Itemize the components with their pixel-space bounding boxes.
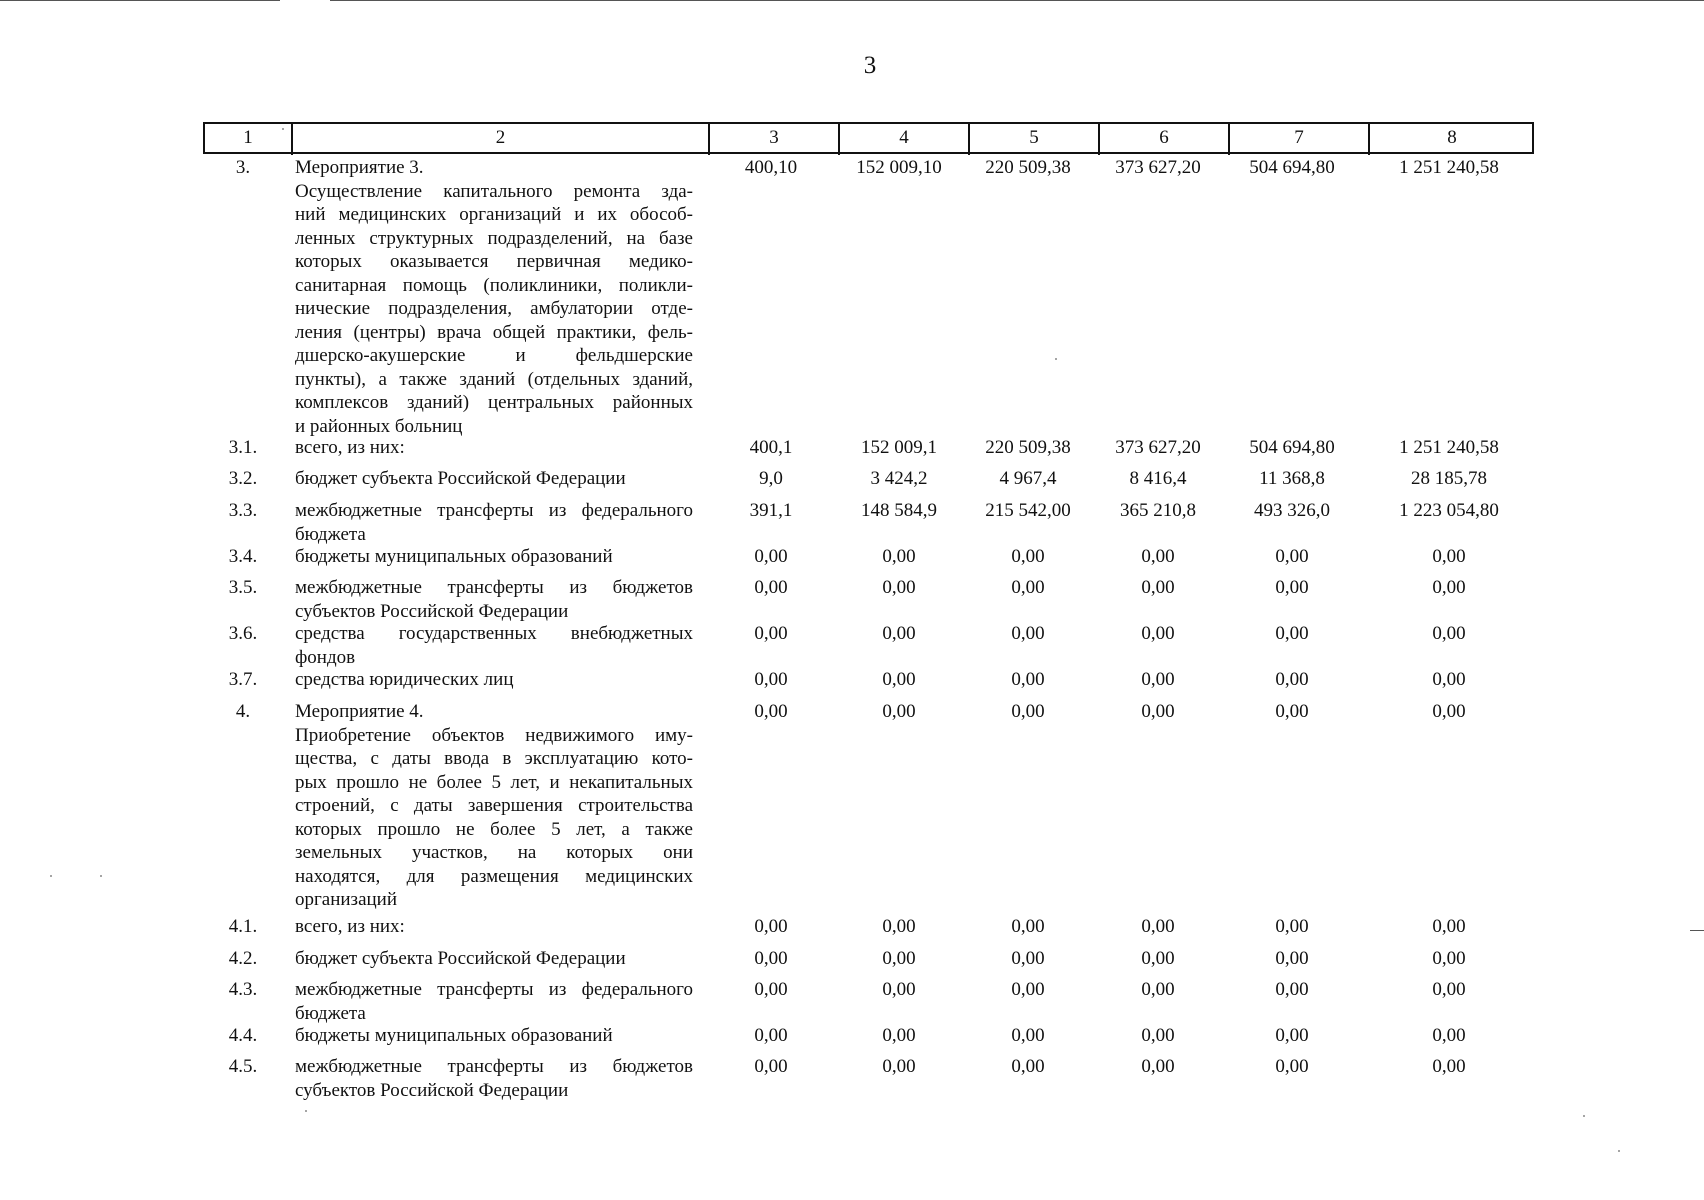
value-col-8: 1 251 240,58: [1399, 437, 1499, 458]
value-col-5: 0,00: [1011, 979, 1045, 1000]
value-col-7: 0,00: [1275, 979, 1309, 1000]
value-col-5: 0,00: [1011, 623, 1045, 644]
header-cell: 4: [899, 127, 909, 148]
description-line: земельных участков, на которых они: [295, 842, 693, 863]
row-description: [295, 467, 693, 491]
value-col-5: 4 967,4: [999, 468, 1057, 489]
value-col-8: 1 251 240,58: [1399, 157, 1499, 178]
value-col-7: 0,00: [1275, 577, 1309, 598]
description-line: строений, с даты завершения строительства: [295, 795, 693, 816]
description-line: субъектов Российской Федерации: [295, 1079, 569, 1101]
value-col-5: 220 509,38: [985, 437, 1071, 458]
value-col-3: 391,1: [749, 500, 793, 521]
description-line: всего, из них:: [295, 916, 405, 937]
value-col-5: 0,00: [1011, 1056, 1045, 1077]
row-number: 4.4.: [228, 1025, 258, 1046]
value-col-5: 0,00: [1011, 546, 1045, 567]
description-line: находятся, для размещения медицинских: [295, 865, 693, 887]
value-col-5: 220 509,38: [985, 157, 1071, 178]
scan-speck: [100, 875, 102, 877]
value-col-6: 373 627,20: [1115, 157, 1201, 178]
value-col-4: 3 424,2: [870, 468, 928, 489]
value-col-8: 1 223 054,80: [1399, 500, 1499, 521]
description-line: Осуществление капитального ремонта зда-: [295, 180, 693, 202]
page-number: 3: [863, 52, 877, 79]
value-col-6: 0,00: [1141, 948, 1175, 969]
value-col-6: 0,00: [1141, 623, 1175, 644]
value-col-5: 0,00: [1011, 701, 1045, 722]
description-line: межбюджетные трансферты из бюджетов: [295, 1056, 693, 1077]
row-number: 3.1.: [228, 437, 258, 458]
row-number: 3.3.: [228, 500, 258, 521]
value-col-7: 504 694,80: [1249, 157, 1335, 178]
value-col-5: 0,00: [1011, 669, 1045, 690]
value-col-3: 0,00: [754, 669, 788, 690]
value-col-5: 0,00: [1011, 577, 1045, 598]
value-col-4: 0,00: [882, 669, 916, 690]
value-col-4: 152 009,10: [856, 157, 942, 178]
scan-speck: [1618, 1150, 1620, 1152]
scan-edge-line: [330, 0, 1704, 1]
row-description: [295, 1055, 693, 1102]
row-number: 3.5.: [228, 577, 258, 598]
value-col-7: 504 694,80: [1249, 437, 1335, 458]
value-col-3: 0,00: [754, 948, 788, 969]
value-col-4: 0,00: [882, 916, 916, 937]
description-line: санитарная помощь (поликлиники, поликли-: [295, 274, 693, 296]
row-description: [295, 1024, 693, 1048]
value-col-3: 0,00: [754, 1025, 788, 1046]
value-col-5: 0,00: [1011, 948, 1045, 969]
value-col-4: 0,00: [882, 1056, 916, 1077]
row-number: 4.2.: [228, 948, 258, 969]
description-line: бюджет субъекта Российской Федерации: [295, 948, 626, 969]
description-line: ления (центры) врача общей практики, фель-: [295, 321, 693, 343]
value-col-6: 373 627,20: [1115, 437, 1201, 458]
value-col-7: 0,00: [1275, 669, 1309, 690]
description-line: средства государственных внебюджетных: [295, 623, 693, 644]
row-description: [295, 668, 693, 692]
row-description: [295, 700, 693, 912]
description-line: Мероприятие 4.: [295, 701, 424, 722]
description-line: фондов: [295, 646, 356, 668]
value-col-4: 0,00: [882, 701, 916, 722]
value-col-3: 9,0: [759, 468, 783, 489]
description-line: средства юридических лиц: [295, 669, 514, 690]
description-line: пункты), а также зданий (отдельных зданий,: [295, 368, 693, 390]
value-col-5: 215 542,00: [985, 500, 1071, 521]
row-number: 3.7.: [228, 669, 258, 690]
description-line: бюджет субъекта Российской Федерации: [295, 468, 626, 489]
scan-speck: [305, 1110, 307, 1112]
header-cell: 5: [1029, 127, 1039, 148]
description-line: ний медицинских организаций и их обособ-: [295, 204, 693, 225]
value-col-7: 0,00: [1275, 623, 1309, 644]
value-col-8: 28 185,78: [1411, 468, 1487, 489]
value-col-4: 152 009,1: [861, 437, 937, 458]
row-description: [295, 576, 693, 623]
value-col-6: 0,00: [1141, 916, 1175, 937]
value-col-4: 0,00: [882, 948, 916, 969]
description-line: бюджета: [295, 1002, 366, 1024]
description-line: и районных больниц: [295, 415, 463, 437]
value-col-7: 0,00: [1275, 948, 1309, 969]
description-line: Мероприятие 3.: [295, 157, 424, 178]
description-line: организаций: [295, 889, 398, 910]
description-line: межбюджетные трансферты из бюджетов: [295, 577, 693, 598]
value-col-6: 0,00: [1141, 701, 1175, 722]
row-description: [295, 499, 693, 546]
description-line: рых прошло не более 5 лет, и некапитальных: [295, 771, 693, 793]
value-col-4: 148 584,9: [861, 500, 937, 521]
row-description: [295, 978, 693, 1025]
row-number: 3.4.: [228, 546, 258, 567]
value-col-8: 0,00: [1432, 701, 1466, 722]
row-description: [295, 156, 693, 438]
value-col-8: 0,00: [1432, 1025, 1466, 1046]
description-line: бюджеты муниципальных образований: [295, 546, 613, 567]
header-cell: 7: [1294, 127, 1304, 148]
row-number: 4.1.: [228, 916, 258, 937]
description-line: субъектов Российской Федерации: [295, 600, 569, 622]
table-header: [203, 122, 1534, 154]
scan-speck: [1055, 358, 1057, 360]
scan-speck: [50, 875, 52, 877]
value-col-8: 0,00: [1432, 577, 1466, 598]
row-number: 4.5.: [228, 1056, 258, 1077]
value-col-4: 0,00: [882, 1025, 916, 1046]
value-col-5: 0,00: [1011, 1025, 1045, 1046]
value-col-7: 0,00: [1275, 1056, 1309, 1077]
row-description: [295, 915, 693, 939]
value-col-6: 0,00: [1141, 669, 1175, 690]
value-col-7: 0,00: [1275, 701, 1309, 722]
description-line: межбюджетные трансферты из федерального: [295, 979, 693, 1000]
value-col-8: 0,00: [1432, 669, 1466, 690]
value-col-6: 0,00: [1141, 546, 1175, 567]
value-col-4: 0,00: [882, 623, 916, 644]
value-col-7: 0,00: [1275, 546, 1309, 567]
description-line: щества, с даты ввода в эксплуатацию кото-: [295, 748, 693, 769]
header-cell: 2: [495, 127, 506, 148]
description-line: бюджета: [295, 523, 366, 545]
description-line: нические подразделения, амбулатории отде-: [295, 298, 693, 319]
value-col-6: 0,00: [1141, 577, 1175, 598]
description-line: Приобретение объектов недвижимого иму-: [295, 724, 693, 746]
value-col-8: 0,00: [1432, 916, 1466, 937]
row-description: [295, 545, 693, 569]
value-col-7: 11 368,8: [1259, 468, 1325, 489]
header-cell: 3: [769, 127, 779, 148]
value-col-3: 400,10: [744, 157, 798, 178]
value-col-4: 0,00: [882, 546, 916, 567]
header-cell: 1: [243, 127, 253, 148]
header-cell: 8: [1447, 127, 1457, 148]
value-col-7: 493 326,0: [1254, 500, 1330, 521]
description-line: ленных структурных подразделений, на базе: [295, 227, 693, 249]
value-col-6: 365 210,8: [1120, 500, 1196, 521]
scan-edge-line: [0, 0, 280, 1]
value-col-3: 0,00: [754, 701, 788, 722]
row-number: 4.3.: [228, 979, 258, 1000]
row-number: 3.: [235, 157, 251, 178]
value-col-8: 0,00: [1432, 546, 1466, 567]
value-col-6: 0,00: [1141, 979, 1175, 1000]
description-line: межбюджетные трансферты из федерального: [295, 500, 693, 521]
value-col-3: 400,1: [749, 437, 793, 458]
value-col-6: 8 416,4: [1129, 468, 1187, 489]
value-col-3: 0,00: [754, 623, 788, 644]
value-col-5: 0,00: [1011, 916, 1045, 937]
value-col-3: 0,00: [754, 1056, 788, 1077]
value-col-3: 0,00: [754, 546, 788, 567]
description-line: всего, из них:: [295, 437, 405, 458]
row-description: [295, 436, 693, 460]
value-col-4: 0,00: [882, 577, 916, 598]
description-line: дшерско-акушерские и фельдшерские: [295, 345, 693, 366]
value-col-8: 0,00: [1432, 948, 1466, 969]
row-description: [295, 947, 693, 971]
description-line: которых прошло не более 5 лет, а также: [295, 818, 693, 840]
description-line: комплексов зданий) центральных районных: [295, 392, 693, 413]
value-col-8: 0,00: [1432, 979, 1466, 1000]
value-col-6: 0,00: [1141, 1025, 1175, 1046]
description-line: которых оказывается первичная медико-: [295, 251, 693, 272]
value-col-6: 0,00: [1141, 1056, 1175, 1077]
row-number: 4.: [235, 701, 251, 722]
value-col-3: 0,00: [754, 979, 788, 1000]
value-col-8: 0,00: [1432, 1056, 1466, 1077]
value-col-3: 0,00: [754, 577, 788, 598]
header-cell: 6: [1159, 127, 1169, 148]
value-col-3: 0,00: [754, 916, 788, 937]
value-col-7: 0,00: [1275, 1025, 1309, 1046]
row-description: [295, 622, 693, 669]
row-number: 3.2.: [228, 468, 258, 489]
value-col-7: 0,00: [1275, 916, 1309, 937]
scan-edge-line: [1690, 930, 1704, 931]
description-line: бюджеты муниципальных образований: [295, 1025, 613, 1046]
scan-speck: [1583, 1115, 1585, 1117]
row-number: 3.6.: [228, 623, 258, 644]
value-col-4: 0,00: [882, 979, 916, 1000]
value-col-8: 0,00: [1432, 623, 1466, 644]
